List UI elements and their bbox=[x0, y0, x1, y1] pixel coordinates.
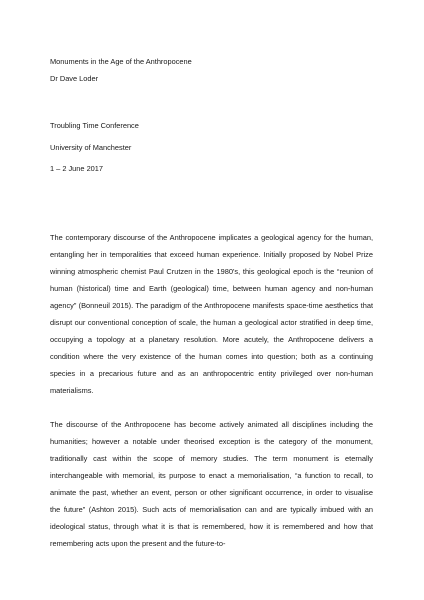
author-name: Dr Dave Loder bbox=[50, 74, 99, 83]
paragraph-2: The discourse of the Anthropocene has become actively animated all disciplines including the humanities; however a notable under theorised exception is the category of the monument, traditionally cast within the scope of memory studies. The term monument is eternally interchangeable with memorial, its purpose to enact a memorialisation, “a function to recall, to animate the past, whether an event, person or other significant occurrence, in order to visualise the future” (Ashton 2015). Such acts of memorialisation can and are typically imbued with an ideological status, through what it is that is remembered, how it is remembered and how that remembering acts upon the present and the future-to- bbox=[50, 420, 373, 548]
conference-name: Troubling Time Conference bbox=[50, 121, 139, 130]
document-title: Monuments in the Age of the Anthropocene bbox=[50, 57, 192, 66]
institution-name: University of Manchester bbox=[50, 143, 132, 152]
conference-date: 1 – 2 June 2017 bbox=[50, 164, 104, 173]
paragraph-1: The contemporary discourse of the Anthropocene implicates a geological agency for the human, entangling her in temporalities that exceed human experience. Initially proposed by Nobel Prize winning atmospheric chemist Paul Crutzen in the 1980’s, this geological epoch is the “reunion of human (historical) time and Earth (geological) time, between human agency and non-human agency” (Bonneuil 2015). The paradigm of the Anthropocene manifests space-time aesthetics that disrupt our conventional conception of scale, the human a geological actor stratified in deep time, occupying a topology at a planetary resolution. More acutely, the Anthropocene delivers a condition where the very existence of the human comes into question; both as a continuing species in a precarious future and as an anthropocentric entity privileged over non-human materialisms. bbox=[50, 233, 373, 395]
